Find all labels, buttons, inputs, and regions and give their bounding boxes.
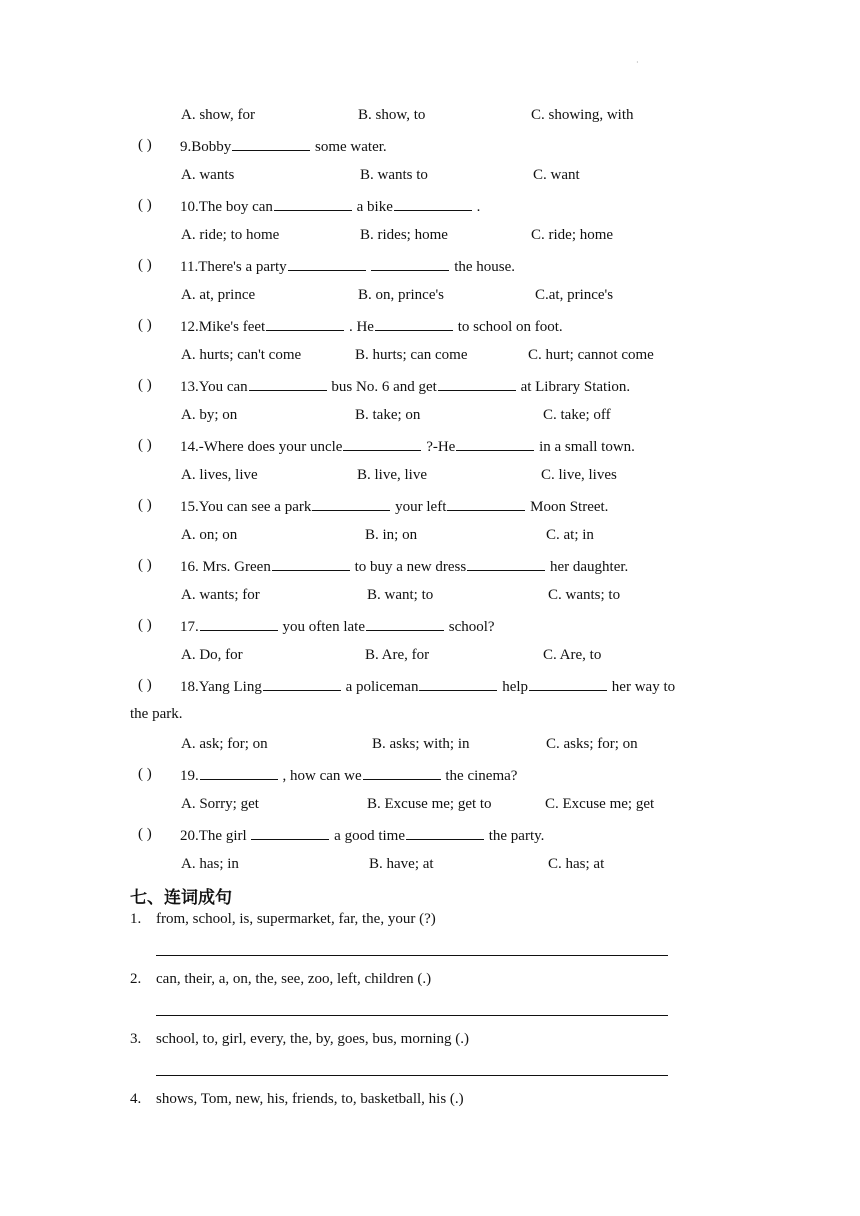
answer-paren[interactable]: ( ) bbox=[138, 497, 152, 513]
sentence-words: from, school, is, supermarket, far, the, your (?) bbox=[156, 911, 436, 927]
question-part: you often late bbox=[278, 619, 365, 635]
question-part: 12.Mike's feet bbox=[180, 319, 266, 335]
sentence-words: school, to, girl, every, the, by, goes, bus, morning (.) bbox=[156, 1031, 470, 1047]
question-part bbox=[367, 259, 371, 275]
option-b: B. want; to bbox=[367, 587, 434, 603]
question-part: her daughter. bbox=[546, 559, 629, 575]
answer-paren[interactable]: ( ) bbox=[138, 826, 152, 842]
question-part: school? bbox=[444, 619, 495, 635]
answer-blank[interactable] bbox=[447, 495, 525, 511]
question-part: her way to bbox=[608, 679, 676, 695]
question-text bbox=[180, 255, 515, 277]
header-mark: · bbox=[636, 58, 639, 67]
question-part: 16. Mrs. Green bbox=[180, 559, 271, 575]
answer-line[interactable] bbox=[156, 1015, 668, 1016]
question-part: to buy a new dress bbox=[350, 559, 467, 575]
question-part: 13.You can bbox=[180, 379, 248, 395]
question-part: . He bbox=[345, 319, 374, 335]
option-c: C. want bbox=[533, 167, 580, 183]
answer-line[interactable] bbox=[156, 955, 668, 956]
answer-paren[interactable]: ( ) bbox=[138, 557, 152, 573]
section-title: 七、连词成句 bbox=[130, 888, 232, 908]
question-part: 20.The girl bbox=[180, 828, 251, 844]
option-b: B. Are, for bbox=[365, 647, 430, 663]
option-a: A. hurts; can't come bbox=[181, 347, 302, 363]
question-part: , how can we bbox=[278, 768, 362, 784]
option-a: A. show, for bbox=[181, 107, 256, 123]
question-part: 14.-Where does your uncle bbox=[180, 439, 343, 455]
option-b: B. take; on bbox=[355, 407, 421, 423]
answer-paren[interactable]: ( ) bbox=[138, 437, 152, 453]
option-b: B. show, to bbox=[358, 107, 426, 123]
answer-blank[interactable] bbox=[529, 675, 607, 691]
question-part: some water. bbox=[311, 139, 387, 155]
option-a: A. wants; for bbox=[181, 587, 260, 603]
answer-paren[interactable]: ( ) bbox=[138, 317, 152, 333]
answer-paren[interactable]: ( ) bbox=[138, 617, 152, 633]
option-b: B. in; on bbox=[365, 527, 418, 543]
question-text bbox=[180, 764, 517, 786]
question-part: 15.You can see a park bbox=[180, 499, 312, 515]
answer-paren[interactable]: ( ) bbox=[138, 377, 152, 393]
question-text bbox=[180, 615, 495, 637]
option-c: C. showing, with bbox=[531, 107, 634, 123]
answer-blank[interactable] bbox=[438, 375, 516, 391]
option-c: C. ride; home bbox=[531, 227, 614, 243]
answer-blank[interactable] bbox=[200, 615, 278, 631]
answer-paren[interactable]: ( ) bbox=[138, 257, 152, 273]
question-part: bus No. 6 and get bbox=[327, 379, 437, 395]
question-part: 19. bbox=[180, 768, 199, 784]
answer-blank[interactable] bbox=[419, 675, 497, 691]
question-part: 11.There's a party bbox=[180, 259, 287, 275]
question-part: the party. bbox=[484, 828, 545, 844]
question-part: 18.Yang Ling bbox=[180, 679, 262, 695]
question-part: to school on foot. bbox=[453, 319, 563, 335]
answer-blank[interactable] bbox=[251, 824, 329, 840]
option-c: C. asks; for; on bbox=[546, 736, 638, 752]
option-c: C. hurt; cannot come bbox=[528, 347, 654, 363]
option-a: A. at, prince bbox=[181, 287, 256, 303]
answer-blank[interactable] bbox=[456, 435, 534, 451]
question-part: help bbox=[498, 679, 529, 695]
option-a: A. wants bbox=[181, 167, 235, 183]
answer-blank[interactable] bbox=[274, 195, 352, 211]
sentence-words: can, their, a, on, the, see, zoo, left, children (.) bbox=[156, 971, 432, 987]
question-part: . bbox=[472, 199, 481, 215]
option-a: A. on; on bbox=[181, 527, 238, 543]
answer-blank[interactable] bbox=[200, 764, 278, 780]
question-part: at Library Station. bbox=[516, 379, 631, 395]
answer-blank[interactable] bbox=[371, 255, 449, 271]
sentence-number: 2. bbox=[130, 971, 142, 987]
option-c: C. take; off bbox=[543, 407, 611, 423]
question-continuation: the park. bbox=[130, 706, 183, 722]
question-part: ?-He bbox=[422, 439, 456, 455]
question-part: a policeman bbox=[341, 679, 419, 695]
option-a: A. ride; to home bbox=[181, 227, 280, 243]
answer-paren[interactable]: ( ) bbox=[138, 766, 152, 782]
question-part: 9.Bobby bbox=[180, 139, 232, 155]
option-a: A. has; in bbox=[181, 856, 239, 872]
question-part: the cinema? bbox=[441, 768, 518, 784]
answer-blank[interactable] bbox=[263, 675, 341, 691]
question-text bbox=[180, 555, 628, 577]
option-b: B. Excuse me; get to bbox=[367, 796, 492, 812]
sentence-words: shows, Tom, new, his, friends, to, basketball, his (.) bbox=[156, 1091, 464, 1107]
option-c: C. Excuse me; get bbox=[545, 796, 655, 812]
answer-blank[interactable] bbox=[406, 824, 484, 840]
answer-paren[interactable]: ( ) bbox=[138, 677, 152, 693]
question-part: Moon Street. bbox=[526, 499, 609, 515]
sentence-number: 3. bbox=[130, 1031, 142, 1047]
option-b: B. asks; with; in bbox=[372, 736, 470, 752]
option-b: B. have; at bbox=[369, 856, 434, 872]
option-b: B. on, prince's bbox=[358, 287, 445, 303]
option-a: A. lives, live bbox=[181, 467, 258, 483]
answer-blank[interactable] bbox=[343, 435, 421, 451]
option-a: A. by; on bbox=[181, 407, 238, 423]
option-c: C. live, lives bbox=[541, 467, 617, 483]
question-part: in a small town. bbox=[535, 439, 635, 455]
question-text bbox=[180, 315, 563, 337]
question-part: a good time bbox=[330, 828, 405, 844]
option-a: A. Sorry; get bbox=[181, 796, 259, 812]
option-c: C. wants; to bbox=[548, 587, 621, 603]
option-c: C.at, prince's bbox=[535, 287, 614, 303]
option-c: C. has; at bbox=[548, 856, 605, 872]
answer-line[interactable] bbox=[156, 1075, 668, 1076]
question-text bbox=[180, 435, 635, 457]
option-b: B. hurts; can come bbox=[355, 347, 468, 363]
answer-blank[interactable] bbox=[375, 315, 453, 331]
answer-blank[interactable] bbox=[232, 135, 310, 151]
sentence-number: 1. bbox=[130, 911, 142, 927]
answer-blank[interactable] bbox=[249, 375, 327, 391]
question-text bbox=[180, 495, 608, 517]
answer-paren[interactable]: ( ) bbox=[138, 137, 152, 153]
option-b: B. wants to bbox=[360, 167, 428, 183]
question-text bbox=[180, 195, 480, 217]
answer-blank[interactable] bbox=[266, 315, 344, 331]
option-c: C. Are, to bbox=[543, 647, 602, 663]
question-part: the house. bbox=[450, 259, 516, 275]
question-part: 10.The boy can bbox=[180, 199, 273, 215]
question-part: a bike bbox=[352, 199, 393, 215]
answer-paren[interactable]: ( ) bbox=[138, 197, 152, 213]
question-text bbox=[180, 675, 675, 697]
answer-blank[interactable] bbox=[312, 495, 390, 511]
option-c: C. at; in bbox=[546, 527, 594, 543]
answer-blank[interactable] bbox=[272, 555, 350, 571]
answer-blank[interactable] bbox=[366, 615, 444, 631]
option-b: B. rides; home bbox=[360, 227, 448, 243]
question-part: 17. bbox=[180, 619, 199, 635]
option-b: B. live, live bbox=[357, 467, 427, 483]
question-text bbox=[180, 375, 630, 397]
question-text bbox=[180, 135, 387, 157]
answer-blank[interactable] bbox=[394, 195, 472, 211]
option-a: A. Do, for bbox=[181, 647, 243, 663]
question-text bbox=[180, 824, 544, 846]
question-part: your left bbox=[391, 499, 447, 515]
option-a: A. ask; for; on bbox=[181, 736, 268, 752]
answer-blank[interactable] bbox=[467, 555, 545, 571]
answer-blank[interactable] bbox=[363, 764, 441, 780]
sentence-number: 4. bbox=[130, 1091, 142, 1107]
answer-blank[interactable] bbox=[288, 255, 366, 271]
